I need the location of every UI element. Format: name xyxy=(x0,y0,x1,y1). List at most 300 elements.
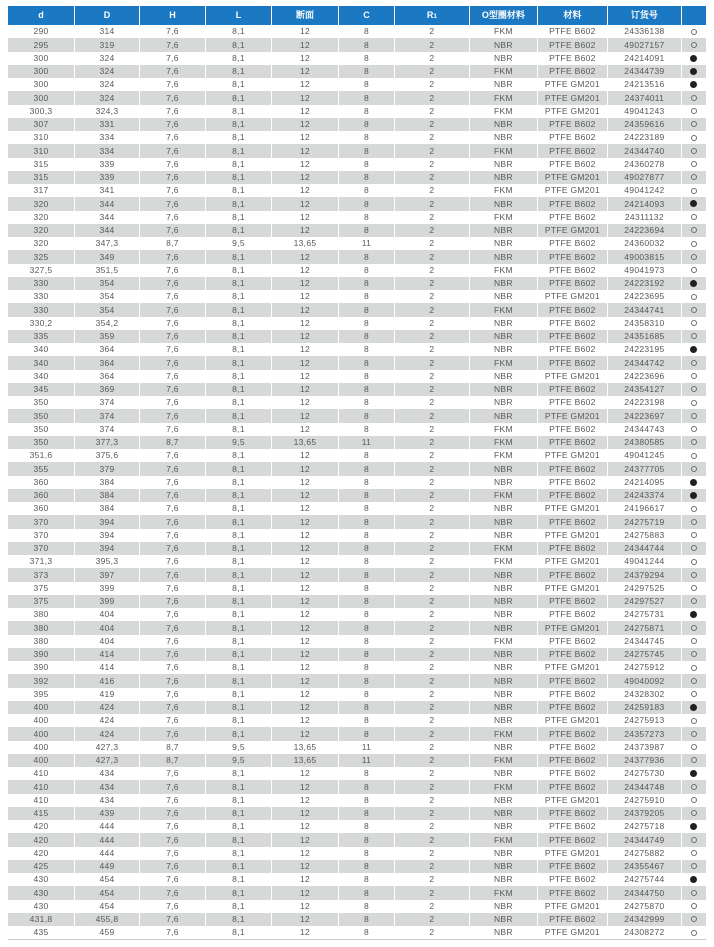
cell-duanmian: 12 xyxy=(272,303,339,316)
open-circle-icon xyxy=(691,678,697,684)
cell-D: 444 xyxy=(75,847,140,860)
cell-H: 7,6 xyxy=(140,131,206,144)
cell-D: 394 xyxy=(75,515,140,528)
availability-cell xyxy=(682,462,706,475)
cell-order_no: 24344744 xyxy=(608,542,682,555)
cell-oring_material: NBR xyxy=(470,277,538,290)
cell-L: 8,1 xyxy=(206,502,272,515)
cell-oring_material: NBR xyxy=(470,290,538,303)
availability-cell xyxy=(682,794,706,807)
cell-material: PTFE B602 xyxy=(538,197,608,210)
cell-oring_material: NBR xyxy=(470,396,538,409)
cell-H: 7,6 xyxy=(140,847,206,860)
cell-order_no: 24377936 xyxy=(608,754,682,767)
cell-oring_material: NBR xyxy=(470,688,538,701)
table-row xyxy=(8,118,706,131)
cell-R1: 2 xyxy=(395,317,470,330)
cell-oring_material: NBR xyxy=(470,409,538,422)
cell-material: PTFE GM201 xyxy=(538,714,608,727)
cell-order_no: 24196617 xyxy=(608,502,682,515)
table-row xyxy=(8,502,706,515)
cell-D: 384 xyxy=(75,489,140,502)
cell-order_no: 24336138 xyxy=(608,25,682,38)
cell-R1: 2 xyxy=(395,767,470,780)
cell-oring_material: NBR xyxy=(470,78,538,91)
availability-cell xyxy=(682,754,706,767)
open-circle-icon xyxy=(691,307,697,313)
cell-oring_material: FKM xyxy=(470,184,538,197)
availability-cell xyxy=(682,489,706,502)
cell-C: 8 xyxy=(339,714,395,727)
cell-material: PTFE GM201 xyxy=(538,794,608,807)
cell-R1: 2 xyxy=(395,741,470,754)
cell-C: 8 xyxy=(339,860,395,873)
cell-oring_material: NBR xyxy=(470,661,538,674)
table-header-row xyxy=(8,6,706,25)
cell-C: 8 xyxy=(339,290,395,303)
availability-cell xyxy=(682,396,706,409)
cell-D: 459 xyxy=(75,926,140,939)
cell-H: 7,6 xyxy=(140,608,206,621)
availability-cell xyxy=(682,105,706,118)
cell-oring_material: FKM xyxy=(470,91,538,104)
cell-H: 7,6 xyxy=(140,502,206,515)
cell-order_no: 24297527 xyxy=(608,595,682,608)
availability-cell xyxy=(682,780,706,793)
table-row xyxy=(8,780,706,793)
cell-d: 370 xyxy=(8,529,75,542)
table-row xyxy=(8,860,706,873)
availability-cell xyxy=(682,926,706,939)
cell-duanmian: 12 xyxy=(272,873,339,886)
cell-d: 350 xyxy=(8,409,75,422)
cell-material: PTFE B602 xyxy=(538,886,608,899)
cell-D: 364 xyxy=(75,356,140,369)
cell-d: 310 xyxy=(8,144,75,157)
table-row xyxy=(8,833,706,846)
cell-H: 7,6 xyxy=(140,144,206,157)
table-row xyxy=(8,264,706,277)
cell-L: 8,1 xyxy=(206,568,272,581)
cell-H: 7,6 xyxy=(140,250,206,263)
cell-R1: 2 xyxy=(395,211,470,224)
cell-duanmian: 12 xyxy=(272,144,339,157)
cell-duanmian: 12 xyxy=(272,476,339,489)
cell-R1: 2 xyxy=(395,171,470,184)
table-row xyxy=(8,131,706,144)
cell-H: 7,6 xyxy=(140,184,206,197)
cell-L: 8,1 xyxy=(206,184,272,197)
table-row xyxy=(8,317,706,330)
open-circle-icon xyxy=(691,241,697,247)
cell-order_no: 24344748 xyxy=(608,780,682,793)
cell-oring_material: NBR xyxy=(470,674,538,687)
cell-C: 8 xyxy=(339,317,395,330)
cell-H: 7,6 xyxy=(140,807,206,820)
availability-cell xyxy=(682,423,706,436)
cell-L: 8,1 xyxy=(206,343,272,356)
table-row xyxy=(8,794,706,807)
cell-duanmian: 12 xyxy=(272,515,339,528)
cell-D: 349 xyxy=(75,250,140,263)
cell-H: 7,6 xyxy=(140,197,206,210)
table-row xyxy=(8,105,706,118)
availability-cell xyxy=(682,582,706,595)
cell-duanmian: 12 xyxy=(272,277,339,290)
cell-H: 7,6 xyxy=(140,913,206,926)
open-circle-icon xyxy=(691,426,697,432)
cell-order_no: 24344750 xyxy=(608,886,682,899)
cell-H: 7,6 xyxy=(140,290,206,303)
availability-cell xyxy=(682,860,706,873)
cell-duanmian: 12 xyxy=(272,568,339,581)
cell-material: PTFE B602 xyxy=(538,873,608,886)
cell-C: 8 xyxy=(339,330,395,343)
table-row xyxy=(8,237,706,250)
cell-d: 430 xyxy=(8,873,75,886)
cell-R1: 2 xyxy=(395,52,470,65)
cell-duanmian: 12 xyxy=(272,370,339,383)
cell-material: PTFE B602 xyxy=(538,476,608,489)
cell-d: 320 xyxy=(8,224,75,237)
cell-D: 331 xyxy=(75,118,140,131)
open-circle-icon xyxy=(691,188,697,194)
cell-C: 8 xyxy=(339,303,395,316)
table-row xyxy=(8,343,706,356)
cell-L: 8,1 xyxy=(206,423,272,436)
cell-duanmian: 12 xyxy=(272,807,339,820)
cell-R1: 2 xyxy=(395,926,470,939)
cell-oring_material: FKM xyxy=(470,727,538,740)
cell-duanmian: 12 xyxy=(272,661,339,674)
table-row xyxy=(8,52,706,65)
cell-H: 7,6 xyxy=(140,449,206,462)
table-row xyxy=(8,184,706,197)
cell-C: 8 xyxy=(339,648,395,661)
cell-material: PTFE GM201 xyxy=(538,582,608,595)
cell-material: PTFE GM201 xyxy=(538,502,608,515)
cell-H: 7,6 xyxy=(140,688,206,701)
cell-C: 8 xyxy=(339,502,395,515)
column-header-R1 xyxy=(395,6,470,25)
cell-material: PTFE B602 xyxy=(538,118,608,131)
cell-material: PTFE B602 xyxy=(538,515,608,528)
cell-R1: 2 xyxy=(395,515,470,528)
cell-material: PTFE GM201 xyxy=(538,171,608,184)
cell-duanmian: 12 xyxy=(272,608,339,621)
cell-material: PTFE GM201 xyxy=(538,105,608,118)
cell-d: 315 xyxy=(8,171,75,184)
cell-R1: 2 xyxy=(395,608,470,621)
table-row xyxy=(8,847,706,860)
cell-d: 340 xyxy=(8,343,75,356)
table-row xyxy=(8,621,706,634)
cell-oring_material: NBR xyxy=(470,502,538,515)
table-row xyxy=(8,224,706,237)
cell-oring_material: FKM xyxy=(470,886,538,899)
cell-D: 324 xyxy=(75,52,140,65)
cell-D: 427,3 xyxy=(75,754,140,767)
cell-oring_material: NBR xyxy=(470,595,538,608)
cell-material: PTFE B602 xyxy=(538,727,608,740)
availability-cell xyxy=(682,171,706,184)
cell-material: PTFE GM201 xyxy=(538,184,608,197)
open-circle-icon xyxy=(691,108,697,114)
cell-D: 344 xyxy=(75,211,140,224)
cell-D: 404 xyxy=(75,635,140,648)
cell-duanmian: 12 xyxy=(272,555,339,568)
cell-duanmian: 12 xyxy=(272,409,339,422)
cell-d: 340 xyxy=(8,370,75,383)
cell-D: 424 xyxy=(75,714,140,727)
availability-cell xyxy=(682,555,706,568)
cell-duanmian: 12 xyxy=(272,423,339,436)
cell-D: 364 xyxy=(75,343,140,356)
open-circle-icon xyxy=(691,691,697,697)
cell-R1: 2 xyxy=(395,105,470,118)
cell-C: 8 xyxy=(339,595,395,608)
cell-L: 8,1 xyxy=(206,780,272,793)
cell-oring_material: NBR xyxy=(470,383,538,396)
cell-material: PTFE GM201 xyxy=(538,290,608,303)
cell-duanmian: 12 xyxy=(272,158,339,171)
availability-cell xyxy=(682,913,706,926)
cell-R1: 2 xyxy=(395,476,470,489)
cell-order_no: 24243374 xyxy=(608,489,682,502)
cell-oring_material: FKM xyxy=(470,65,538,78)
cell-order_no: 24275731 xyxy=(608,608,682,621)
cell-order_no: 24355467 xyxy=(608,860,682,873)
availability-cell xyxy=(682,727,706,740)
open-circle-icon xyxy=(691,837,697,843)
cell-R1: 2 xyxy=(395,409,470,422)
cell-duanmian: 12 xyxy=(272,886,339,899)
table-row xyxy=(8,144,706,157)
availability-cell xyxy=(682,409,706,422)
open-circle-icon xyxy=(691,42,697,48)
table-row xyxy=(8,449,706,462)
cell-R1: 2 xyxy=(395,250,470,263)
cell-d: 290 xyxy=(8,25,75,38)
cell-C: 8 xyxy=(339,158,395,171)
open-circle-icon xyxy=(691,585,697,591)
cell-material: PTFE B602 xyxy=(538,264,608,277)
cell-order_no: 24275913 xyxy=(608,714,682,727)
availability-cell xyxy=(682,370,706,383)
cell-order_no: 24275730 xyxy=(608,767,682,780)
cell-material: PTFE B602 xyxy=(538,38,608,51)
cell-duanmian: 12 xyxy=(272,396,339,409)
cell-order_no: 24360032 xyxy=(608,237,682,250)
cell-D: 314 xyxy=(75,25,140,38)
cell-oring_material: NBR xyxy=(470,131,538,144)
column-header-duanmian xyxy=(272,6,339,25)
cell-oring_material: NBR xyxy=(470,529,538,542)
cell-oring_material: NBR xyxy=(470,860,538,873)
cell-R1: 2 xyxy=(395,290,470,303)
availability-cell xyxy=(682,515,706,528)
cell-L: 8,1 xyxy=(206,264,272,277)
cell-H: 7,6 xyxy=(140,396,206,409)
cell-R1: 2 xyxy=(395,383,470,396)
column-header-label: O型圈材料 xyxy=(481,10,525,20)
filled-circle-icon xyxy=(690,55,697,62)
cell-order_no: 24214095 xyxy=(608,476,682,489)
cell-duanmian: 13,65 xyxy=(272,754,339,767)
cell-oring_material: FKM xyxy=(470,25,538,38)
cell-duanmian: 12 xyxy=(272,197,339,210)
cell-C: 8 xyxy=(339,78,395,91)
cell-D: 384 xyxy=(75,502,140,515)
cell-material: PTFE B602 xyxy=(538,343,608,356)
cell-C: 11 xyxy=(339,754,395,767)
cell-L: 8,1 xyxy=(206,913,272,926)
column-header-subscript: 1 xyxy=(433,12,437,20)
availability-cell xyxy=(682,648,706,661)
cell-R1: 2 xyxy=(395,277,470,290)
cell-L: 8,1 xyxy=(206,595,272,608)
cell-material: PTFE B602 xyxy=(538,436,608,449)
cell-d: 351,6 xyxy=(8,449,75,462)
cell-D: 344 xyxy=(75,224,140,237)
cell-material: PTFE GM201 xyxy=(538,847,608,860)
open-circle-icon xyxy=(691,784,697,790)
cell-L: 8,1 xyxy=(206,648,272,661)
cell-duanmian: 12 xyxy=(272,118,339,131)
cell-R1: 2 xyxy=(395,25,470,38)
open-circle-icon xyxy=(691,506,697,512)
cell-duanmian: 12 xyxy=(272,171,339,184)
cell-d: 390 xyxy=(8,648,75,661)
cell-C: 8 xyxy=(339,794,395,807)
cell-d: 330 xyxy=(8,277,75,290)
filled-circle-icon xyxy=(690,704,697,711)
cell-R1: 2 xyxy=(395,118,470,131)
cell-C: 8 xyxy=(339,184,395,197)
cell-order_no: 49003815 xyxy=(608,250,682,263)
cell-H: 7,6 xyxy=(140,409,206,422)
cell-d: 420 xyxy=(8,820,75,833)
table-row xyxy=(8,65,706,78)
cell-C: 8 xyxy=(339,118,395,131)
cell-H: 8,7 xyxy=(140,741,206,754)
availability-cell xyxy=(682,211,706,224)
table-row xyxy=(8,582,706,595)
cell-oring_material: FKM xyxy=(470,105,538,118)
cell-d: 315 xyxy=(8,158,75,171)
availability-cell xyxy=(682,502,706,515)
availability-cell xyxy=(682,158,706,171)
cell-d: 370 xyxy=(8,515,75,528)
cell-L: 8,1 xyxy=(206,688,272,701)
column-header-label: d xyxy=(38,10,44,20)
cell-d: 325 xyxy=(8,250,75,263)
table-row xyxy=(8,91,706,104)
cell-R1: 2 xyxy=(395,807,470,820)
cell-material: PTFE B602 xyxy=(538,65,608,78)
cell-L: 8,1 xyxy=(206,555,272,568)
cell-material: PTFE GM201 xyxy=(538,91,608,104)
cell-R1: 2 xyxy=(395,714,470,727)
cell-order_no: 24373987 xyxy=(608,741,682,754)
availability-cell xyxy=(682,661,706,674)
table-row xyxy=(8,370,706,383)
cell-D: 454 xyxy=(75,900,140,913)
open-circle-icon xyxy=(691,121,697,127)
cell-H: 7,6 xyxy=(140,542,206,555)
cell-order_no: 49027877 xyxy=(608,171,682,184)
cell-order_no: 24344742 xyxy=(608,356,682,369)
cell-D: 419 xyxy=(75,688,140,701)
cell-D: 455,8 xyxy=(75,913,140,926)
cell-d: 425 xyxy=(8,860,75,873)
cell-oring_material: FKM xyxy=(470,211,538,224)
cell-d: 410 xyxy=(8,794,75,807)
cell-d: 400 xyxy=(8,727,75,740)
cell-oring_material: FKM xyxy=(470,356,538,369)
table-row xyxy=(8,529,706,542)
table-row xyxy=(8,767,706,780)
cell-order_no: 49027157 xyxy=(608,38,682,51)
cell-L: 8,1 xyxy=(206,674,272,687)
cell-oring_material: NBR xyxy=(470,582,538,595)
cell-material: PTFE B602 xyxy=(538,767,608,780)
cell-material: PTFE GM201 xyxy=(538,900,608,913)
cell-C: 8 xyxy=(339,529,395,542)
availability-cell xyxy=(682,184,706,197)
cell-duanmian: 12 xyxy=(272,449,339,462)
cell-H: 7,6 xyxy=(140,515,206,528)
cell-H: 7,6 xyxy=(140,343,206,356)
cell-d: 400 xyxy=(8,714,75,727)
filled-circle-icon xyxy=(690,770,697,777)
column-header-order_no xyxy=(608,6,682,25)
cell-L: 8,1 xyxy=(206,224,272,237)
table-row xyxy=(8,608,706,621)
cell-C: 8 xyxy=(339,25,395,38)
cell-d: 320 xyxy=(8,197,75,210)
cell-R1: 2 xyxy=(395,780,470,793)
cell-C: 8 xyxy=(339,211,395,224)
cell-L: 8,1 xyxy=(206,635,272,648)
availability-cell xyxy=(682,317,706,330)
cell-L: 8,1 xyxy=(206,118,272,131)
cell-oring_material: FKM xyxy=(470,436,538,449)
cell-H: 7,6 xyxy=(140,886,206,899)
cell-oring_material: NBR xyxy=(470,462,538,475)
cell-d: 330 xyxy=(8,290,75,303)
cell-order_no: 24275882 xyxy=(608,847,682,860)
cell-D: 334 xyxy=(75,144,140,157)
cell-duanmian: 12 xyxy=(272,847,339,860)
table-row xyxy=(8,568,706,581)
cell-D: 404 xyxy=(75,608,140,621)
cell-order_no: 24275744 xyxy=(608,873,682,886)
cell-order_no: 49041244 xyxy=(608,555,682,568)
cell-D: 324,3 xyxy=(75,105,140,118)
table-row xyxy=(8,595,706,608)
cell-oring_material: NBR xyxy=(470,52,538,65)
cell-duanmian: 12 xyxy=(272,224,339,237)
cell-order_no: 24223189 xyxy=(608,131,682,144)
cell-L: 8,1 xyxy=(206,529,272,542)
cell-d: 330,2 xyxy=(8,317,75,330)
cell-duanmian: 12 xyxy=(272,462,339,475)
cell-D: 369 xyxy=(75,383,140,396)
availability-cell xyxy=(682,621,706,634)
cell-H: 7,6 xyxy=(140,105,206,118)
cell-H: 7,6 xyxy=(140,91,206,104)
